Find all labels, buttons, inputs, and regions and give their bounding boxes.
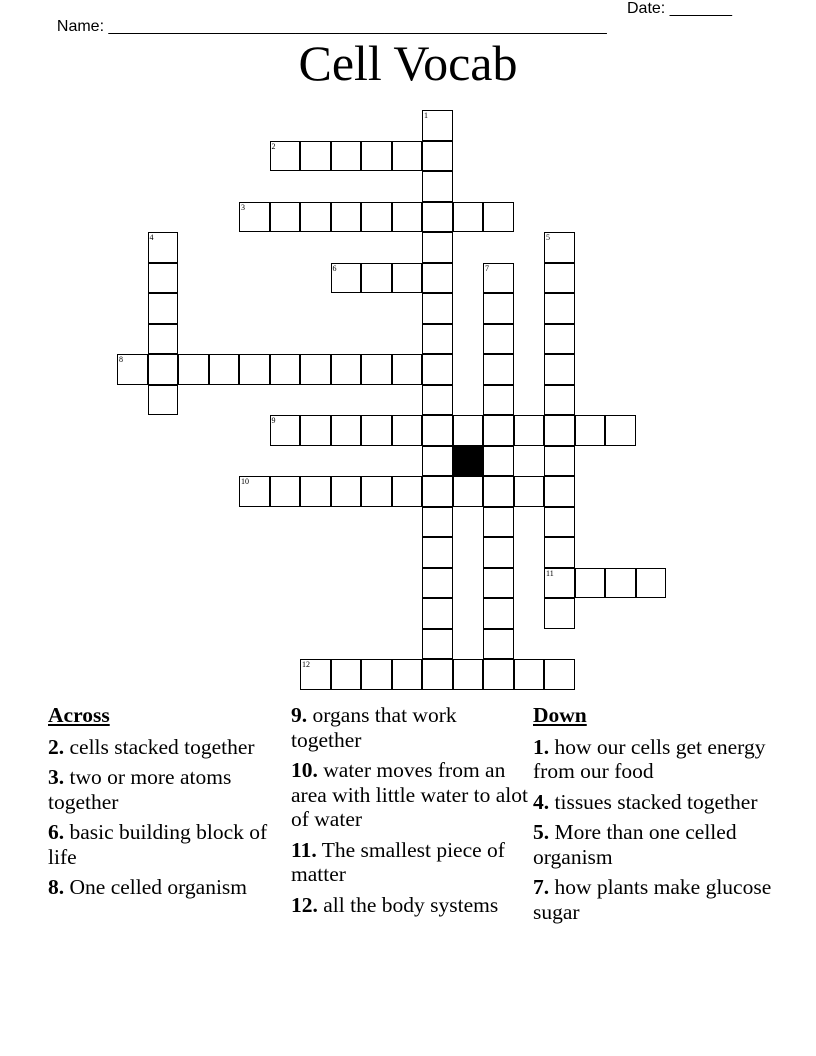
clues-column-3 bbox=[533, 703, 773, 930]
answer-cell[interactable] bbox=[331, 141, 362, 172]
answer-cell[interactable] bbox=[422, 476, 453, 507]
answer-cell[interactable] bbox=[483, 537, 514, 568]
clue-across-8: 8. One celled organism bbox=[48, 875, 248, 899]
answer-cell[interactable] bbox=[300, 354, 331, 385]
answer-cell[interactable] bbox=[422, 507, 453, 538]
answer-cell[interactable] bbox=[483, 202, 514, 233]
answer-cell[interactable] bbox=[544, 446, 575, 477]
answer-cell[interactable] bbox=[483, 385, 514, 416]
answer-cell[interactable] bbox=[544, 507, 575, 538]
answer-cell[interactable] bbox=[361, 263, 392, 294]
answer-cell[interactable] bbox=[483, 324, 514, 355]
answer-cell[interactable] bbox=[239, 476, 270, 507]
answer-cell[interactable] bbox=[270, 141, 301, 172]
clue-number: 2 bbox=[271, 141, 276, 151]
answer-cell[interactable] bbox=[483, 659, 514, 690]
answer-cell[interactable] bbox=[422, 110, 453, 141]
answer-cell[interactable] bbox=[422, 202, 453, 233]
answer-cell[interactable] bbox=[544, 476, 575, 507]
answer-cell[interactable] bbox=[422, 354, 453, 385]
answer-cell[interactable] bbox=[148, 324, 179, 355]
answer-cell[interactable] bbox=[544, 232, 575, 263]
answer-cell[interactable] bbox=[300, 659, 331, 690]
answer-cell[interactable] bbox=[117, 354, 148, 385]
answer-cell[interactable] bbox=[483, 507, 514, 538]
answer-cell[interactable] bbox=[514, 659, 545, 690]
answer-cell[interactable] bbox=[361, 354, 392, 385]
clue-number: 8 bbox=[119, 355, 123, 364]
answer-cell[interactable] bbox=[331, 263, 362, 294]
answer-cell[interactable] bbox=[331, 354, 362, 385]
answer-cell[interactable] bbox=[148, 293, 179, 324]
answer-cell[interactable] bbox=[270, 202, 301, 233]
answer-cell[interactable] bbox=[544, 263, 575, 294]
clues-column-2 bbox=[291, 703, 529, 923]
answer-cell[interactable] bbox=[483, 354, 514, 385]
answer-cell[interactable] bbox=[361, 415, 392, 446]
answer-cell[interactable] bbox=[148, 263, 179, 294]
answer-cell[interactable] bbox=[422, 629, 453, 660]
answer-cell[interactable] bbox=[331, 415, 362, 446]
answer-cell[interactable] bbox=[178, 354, 209, 385]
answer-cell[interactable] bbox=[422, 232, 453, 263]
answer-cell[interactable] bbox=[514, 476, 545, 507]
clue-number: 6 bbox=[332, 263, 337, 273]
answer-cell[interactable] bbox=[361, 476, 392, 507]
answer-cell[interactable] bbox=[453, 659, 484, 690]
answer-cell[interactable] bbox=[483, 263, 514, 294]
answer-cell[interactable] bbox=[392, 141, 423, 172]
answer-cell[interactable] bbox=[422, 568, 453, 599]
answer-cell[interactable] bbox=[544, 354, 575, 385]
clue-number: 1 bbox=[424, 111, 428, 120]
answer-cell[interactable] bbox=[483, 568, 514, 599]
clues-column-1 bbox=[48, 703, 280, 906]
clue-across-3: 3. two or more atoms together bbox=[48, 765, 232, 814]
clue-number: 5 bbox=[546, 233, 550, 242]
blocked-cell bbox=[453, 446, 484, 477]
answer-cell[interactable] bbox=[331, 202, 362, 233]
answer-cell[interactable] bbox=[544, 568, 575, 599]
clue-across-2: 2. cells stacked together bbox=[48, 734, 255, 759]
answer-cell[interactable] bbox=[270, 415, 301, 446]
answer-cell[interactable] bbox=[453, 415, 484, 446]
answer-cell[interactable] bbox=[392, 354, 423, 385]
answer-cell[interactable] bbox=[148, 232, 179, 263]
answer-cell[interactable] bbox=[422, 171, 453, 202]
answer-cell[interactable] bbox=[544, 537, 575, 568]
clue-number: 3 bbox=[241, 202, 245, 212]
answer-cell[interactable] bbox=[544, 415, 575, 446]
answer-cell[interactable] bbox=[392, 202, 423, 233]
clue-number: 7 bbox=[485, 263, 489, 273]
answer-cell[interactable] bbox=[483, 629, 514, 660]
clue-across-9: 9. organs that work together bbox=[291, 703, 457, 752]
clue-across-6: 6. basic building block of life bbox=[48, 820, 268, 869]
answer-cell[interactable] bbox=[422, 598, 453, 629]
answer-cell[interactable] bbox=[453, 202, 484, 233]
answer-cell[interactable] bbox=[331, 659, 362, 690]
answer-cell[interactable] bbox=[422, 324, 453, 355]
clue-number: 12 bbox=[302, 660, 310, 669]
answer-cell[interactable] bbox=[209, 354, 240, 385]
answer-cell[interactable] bbox=[392, 659, 423, 690]
answer-cell[interactable] bbox=[483, 293, 514, 324]
answer-cell[interactable] bbox=[300, 415, 331, 446]
page-title: Cell Vocab bbox=[298, 35, 518, 91]
answer-cell[interactable] bbox=[331, 476, 362, 507]
clue-down-5: 5. More than one celled organism bbox=[533, 820, 737, 869]
answer-cell[interactable] bbox=[300, 476, 331, 507]
answer-cell[interactable] bbox=[605, 415, 636, 446]
clue-number: 9 bbox=[271, 416, 276, 425]
clue-across-10: 10. water moves from an area with little water to alot of water bbox=[291, 758, 529, 831]
answer-cell[interactable] bbox=[483, 446, 514, 477]
answer-cell[interactable] bbox=[483, 476, 514, 507]
answer-cell[interactable] bbox=[392, 476, 423, 507]
down-heading: Down bbox=[533, 703, 587, 727]
clue-across-12: 12. all the body systems bbox=[291, 892, 499, 917]
answer-cell[interactable] bbox=[361, 659, 392, 690]
answer-cell[interactable] bbox=[361, 202, 392, 233]
answer-cell[interactable] bbox=[392, 415, 423, 446]
answer-cell[interactable] bbox=[239, 202, 270, 233]
answer-cell[interactable] bbox=[361, 141, 392, 172]
answer-cell[interactable] bbox=[422, 659, 453, 690]
answer-cell[interactable] bbox=[422, 293, 453, 324]
answer-cell[interactable] bbox=[514, 415, 545, 446]
answer-cell[interactable] bbox=[453, 476, 484, 507]
answer-cell[interactable] bbox=[392, 263, 423, 294]
answer-cell[interactable] bbox=[422, 141, 453, 172]
answer-cell[interactable] bbox=[270, 354, 301, 385]
answer-cell[interactable] bbox=[422, 446, 453, 477]
clue-number: 10 bbox=[241, 477, 249, 486]
answer-cell[interactable] bbox=[483, 598, 514, 629]
answer-cell[interactable] bbox=[422, 385, 453, 416]
clue-down-1: 1. how our cells get energy from our food bbox=[533, 734, 766, 783]
clue-across-11: 11. The smallest piece of matter bbox=[291, 837, 505, 886]
answer-cell[interactable] bbox=[636, 568, 667, 599]
date-field-label: Date: _______ bbox=[627, 0, 732, 17]
answer-cell[interactable] bbox=[575, 415, 606, 446]
answer-cell[interactable] bbox=[544, 385, 575, 416]
answer-cell[interactable] bbox=[422, 537, 453, 568]
clue-down-7: 7. how plants make glucose sugar bbox=[533, 875, 772, 924]
answer-cell[interactable] bbox=[148, 385, 179, 416]
answer-cell[interactable] bbox=[148, 354, 179, 385]
answer-cell[interactable] bbox=[544, 293, 575, 324]
clue-number: 4 bbox=[149, 233, 154, 242]
answer-cell[interactable] bbox=[300, 141, 331, 172]
answer-cell[interactable] bbox=[483, 415, 514, 446]
name-field-label: Name: ________________________________________________________ bbox=[56, 18, 607, 35]
answer-cell[interactable] bbox=[239, 354, 270, 385]
answer-cell[interactable] bbox=[270, 476, 301, 507]
answer-cell[interactable] bbox=[544, 659, 575, 690]
across-heading: Across bbox=[48, 703, 110, 727]
answer-cell[interactable] bbox=[422, 415, 453, 446]
clue-down-4: 4. tissues stacked together bbox=[533, 789, 758, 814]
answer-cell[interactable] bbox=[575, 568, 606, 599]
answer-cell[interactable] bbox=[544, 598, 575, 629]
clue-number: 11 bbox=[546, 568, 554, 578]
answer-cell[interactable] bbox=[300, 202, 331, 233]
answer-cell[interactable] bbox=[605, 568, 636, 599]
answer-cell[interactable] bbox=[544, 324, 575, 355]
answer-cell[interactable] bbox=[422, 263, 453, 294]
